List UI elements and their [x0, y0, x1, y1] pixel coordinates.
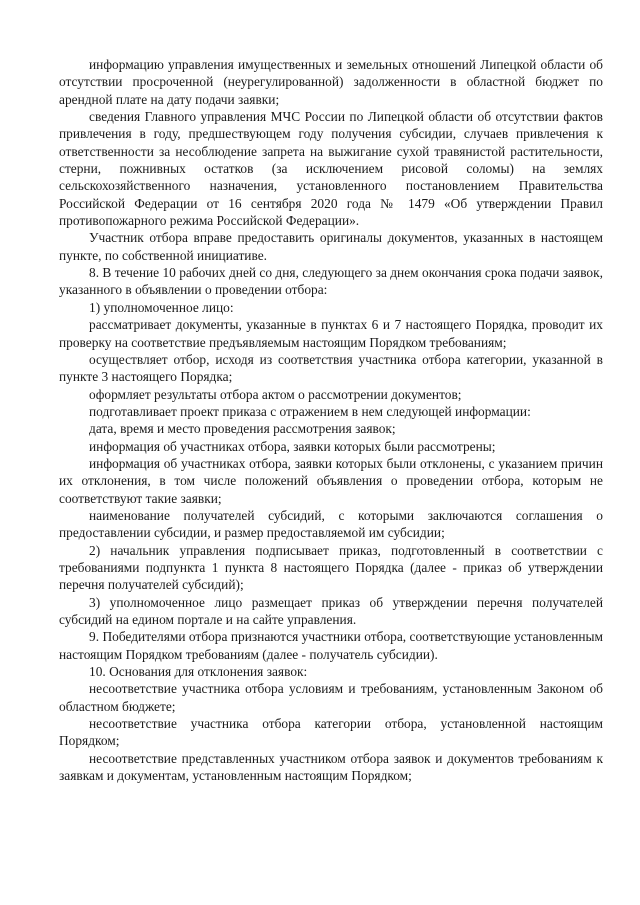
paragraph-reviewed-participants: информация об участниках отбора, заявки которых были рассмотрены;: [89, 438, 496, 454]
paragraph-reviews-documents: рассматривает документы, указанные в пунктах 6 и 7 настоящего Порядка, проводит их проверку на соответствие предъявляемым настоящим Порядком требованиям;: [59, 317, 603, 350]
paragraph-rejection-reason-2: несоответствие участника отбора категории отбора, установленной настоящим Порядком;: [59, 716, 603, 749]
document-page: [59, 56, 603, 784]
paragraph-item-8-1: 1) уполномоченное лицо:: [89, 299, 234, 315]
paragraph-rejection-reason-1: несоответствие участника отбора условиям и требованиям, установленным Законом об областном бюджете;: [59, 681, 603, 714]
paragraph-date-time-place: дата, время и место проведения рассмотрения заявок;: [89, 421, 396, 437]
paragraph-item-9: 9. Победителями отбора признаются участники отбора, соответствующие установленным настоящим Порядком требованиям (далее - получатель субсидии).: [59, 629, 603, 662]
paragraph-rejected-participants: информация об участниках отбора, заявки которых были отклонены, с указанием причин их отклонения, в том числе положений объявления о проведении отбора, которым не соответствуют такие заявки;: [59, 455, 603, 506]
paragraph-item-8-2: 2) начальник управления подписывает приказ, подготовленный в соответствии с требованиями подпункта 1 пункта 8 настоящего Порядка (далее - приказ об утверждении перечня получателей субсидий);: [59, 542, 603, 593]
paragraph-recipients-names: наименование получателей субсидий, с которыми заключаются соглашения о предоставлении субсидии, и размер предоставляемой им субсидии;: [59, 507, 603, 541]
paragraph-item-8: 8. В течение 10 рабочих дней со дня, следующего за днем окончания срока подачи заявок, указанного в объявлении о проведении отбора:: [59, 265, 603, 298]
paragraph-property-info: информацию управления имущественных и земельных отношений Липецкой области об отсутствии просроченной (неурегулированной) задолженности в областной бюджет по арендной плате на дату подачи заявки;: [59, 57, 603, 107]
paragraph-item-8-3: 3) уполномоченное лицо размещает приказ об утверждении перечня получателей субсидий на едином портале и на сайте управления.: [59, 594, 603, 627]
paragraph-rejection-reason-3: несоответствие представленных участником отбора заявок и документов требованиям к заявкам и документам, установленным настоящим Порядком;: [59, 750, 603, 784]
paragraph-emergency-info: сведения Главного управления МЧС России по Липецкой области об отсутствии фактов привлечения в году, предшествующем году получения субсидии, случаев привлечения к ответственности за несоблюдение запрета на выжигание сухой травянистой растительности, стерни, пожнивных остатков (за исключением рисовой соломы) на землях сельскохозяйственного назначения, установленного постановлением Правительства Российской Федерации от 16 сентября 2020 года № 1479 «Об утверждении Правил противопожарного режима Российской Федерации».: [59, 109, 603, 229]
paragraph-originals-right: Участник отбора вправе предоставить оригиналы документов, указанных в настоящем пункте, по собственной инициативе.: [59, 230, 603, 263]
paragraph-performs-selection: осуществляет отбор, исходя из соответствия участника отбора категории, указанной в пункте 3 настоящего Порядка;: [59, 351, 603, 385]
paragraph-prepares-order: подготавливает проект приказа с отражением в нем следующей информации:: [89, 403, 531, 419]
paragraph-item-10: 10. Основания для отклонения заявок:: [89, 664, 308, 680]
paragraph-formalizes-results: оформляет результаты отбора актом о рассмотрении документов;: [89, 386, 462, 402]
